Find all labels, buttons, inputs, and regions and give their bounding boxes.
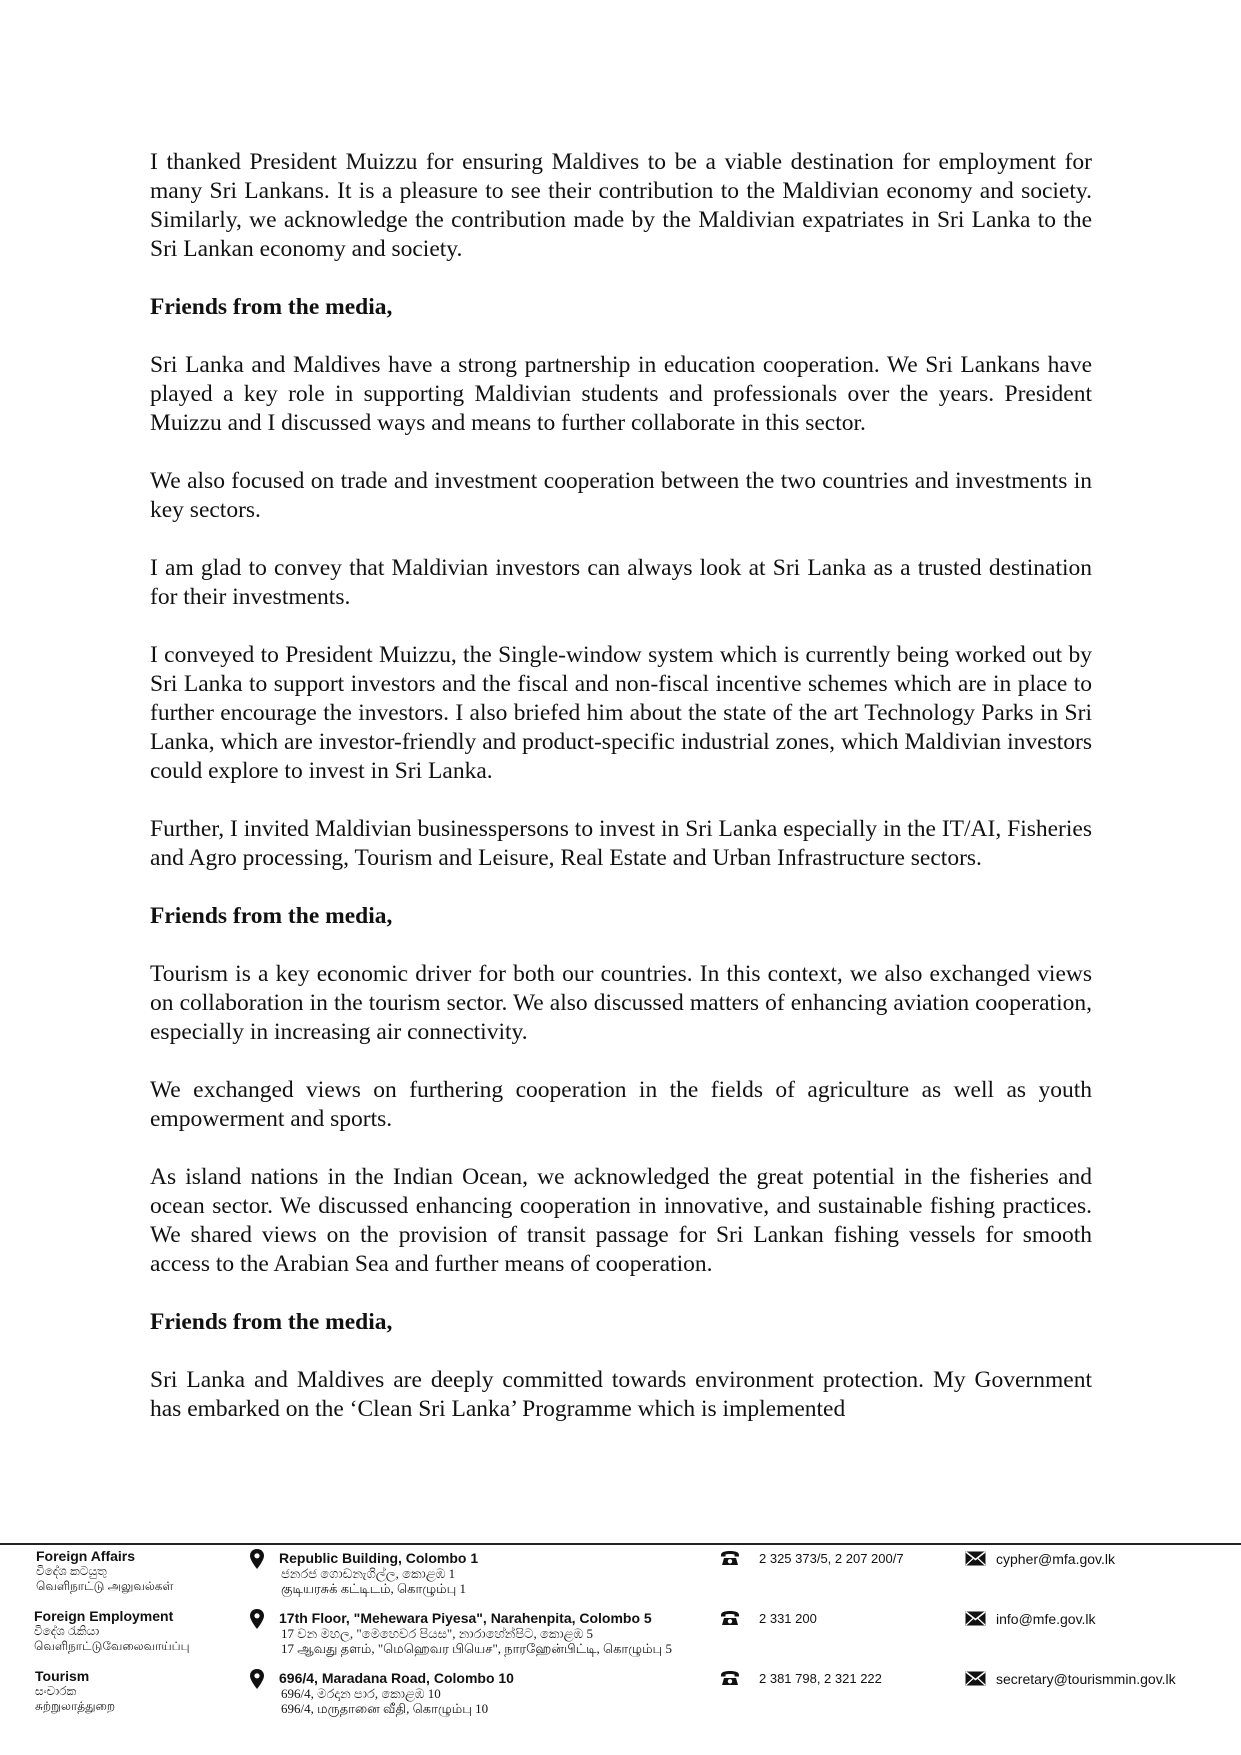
location-pin-icon: [250, 1609, 264, 1629]
address-english: Republic Building, Colombo 1: [279, 1550, 479, 1566]
telephone-icon: [720, 1550, 740, 1566]
address-english: 696/4, Maradana Road, Colombo 10: [279, 1670, 514, 1686]
envelope-icon: [965, 1671, 986, 1686]
department-name-tamil: சுற்றுலாத்துறை: [35, 1699, 116, 1713]
email-address[interactable]: info@mfe.gov.lk: [996, 1611, 1096, 1627]
address-tamil: 17 ஆவது தளம், "மெஹெவர பியெச", நாரஹேன்பிட்டி, கொழும்பு 5: [281, 1641, 672, 1656]
paragraph: Sri Lanka and Maldives have a strong partnership in education cooperation. We Sri Lankans have played a key role in supporting Maldivian students and professionals over the years. President Muizzu and I discussed ways and means to further collaborate in this sector.: [150, 352, 1092, 436]
paragraph: We exchanged views on furthering cooperation in the fields of agriculture as well as youth empowerment and sports.: [150, 1077, 1092, 1132]
department-name-english: Tourism: [35, 1668, 90, 1684]
phone-number: 2 381 798, 2 321 222: [759, 1671, 882, 1686]
department-name-tamil: வெளிநாட்டு அலுவல்கள்: [36, 1579, 174, 1593]
address-sinhala: 17 වන මහල, "මෙහෙවර පියස", නාරාහේන්පිට, කොළඹ 5: [281, 1626, 593, 1641]
paragraph: I am glad to convey that Maldivian investors can always look at Sri Lanka as a trusted destination for their investments.: [150, 555, 1092, 610]
phone-number: 2 331 200: [759, 1611, 817, 1626]
telephone-icon: [720, 1670, 740, 1686]
envelope-icon: [965, 1611, 986, 1626]
footer-row-foreign-affairs: [0, 1548, 1241, 1608]
department-name: [35, 1668, 245, 1714]
document-body: [150, 148, 1092, 1453]
email-address[interactable]: secretary@tourismmin.gov.lk: [996, 1671, 1176, 1687]
location-pin-icon: [250, 1549, 264, 1569]
footer-row-tourism: [0, 1668, 1241, 1728]
paragraph: Further, I invited Maldivian businesspersons to invest in Sri Lanka especially in the IT/AI, Fisheries and Agro processing, Tourism and Leisure, Real Estate and Urban Infrastructure sectors.: [150, 816, 1092, 871]
section-heading: Friends from the media,: [150, 1309, 393, 1335]
department-name-english: Foreign Employment: [34, 1608, 174, 1624]
section-heading: Friends from the media,: [150, 294, 393, 320]
address-tamil: குடியரசுக் கட்டிடம், கொழும்பு 1: [281, 1581, 467, 1596]
footer-row-foreign-employment: [0, 1608, 1241, 1668]
department-name-sinhala: සංචාරක: [35, 1684, 77, 1698]
department-address: [279, 1670, 709, 1716]
section-heading: Friends from the media,: [150, 903, 393, 929]
department-name-english: Foreign Affairs: [36, 1548, 136, 1564]
address-sinhala: 696/4, මරදාන පාර, කොළඹ 10: [281, 1686, 441, 1701]
department-name: [36, 1548, 246, 1594]
department-name-sinhala: විදේශ කටයුතු: [36, 1564, 107, 1578]
paragraph: I conveyed to President Muizzu, the Single-window system which is currently being worked out by Sri Lanka to support investors and the fiscal and non-fiscal incentive schemes which are in place to further encourage the investors. I also briefed him about the state of the art Technology Parks in Sri Lanka, which are investor-friendly and product-specific industrial zones, which Maldivian investors could explore to invest in Sri Lanka.: [150, 642, 1092, 784]
paragraph: Tourism is a key economic driver for both our countries. In this context, we also exchanged views on collaboration in the tourism sector. We also discussed matters of enhancing aviation cooperation, especially in increasing air connectivity.: [150, 961, 1092, 1045]
address-english: 17th Floor, "Mehewara Piyesa", Narahenpita, Colombo 5: [279, 1610, 652, 1626]
email-address[interactable]: cypher@mfa.gov.lk: [996, 1551, 1115, 1567]
department-address: [279, 1610, 709, 1656]
phone-number: 2 325 373/5, 2 207 200/7: [759, 1551, 904, 1566]
department-name: [34, 1608, 244, 1654]
footer-divider: [0, 1543, 1241, 1545]
telephone-icon: [720, 1610, 740, 1626]
paragraph: We also focused on trade and investment cooperation between the two countries and investments in key sectors.: [150, 468, 1092, 523]
department-name-sinhala: විදේශ රැකියා: [34, 1624, 100, 1638]
location-pin-icon: [250, 1669, 264, 1689]
address-sinhala: ජනරජ ගොඩනැගිල්ල, කොළඹ 1: [281, 1566, 456, 1581]
envelope-icon: [965, 1551, 986, 1566]
department-address: [279, 1550, 709, 1596]
paragraph: As island nations in the Indian Ocean, we acknowledged the great potential in the fisheries and ocean sector. We discussed enhancing cooperation in innovative, and sustainable fishing practices. We shared views on the provision of transit passage for Sri Lankan fishing vessels for smooth access to the Arabian Sea and further means of cooperation.: [150, 1164, 1092, 1277]
letterhead-footer: [0, 1548, 1241, 1755]
department-name-tamil: வெளிநாட்டுவேலைவாய்ப்பு: [34, 1639, 190, 1653]
address-tamil: 696/4, மருதானை வீதி, கொழும்பு 10: [281, 1701, 489, 1716]
paragraph: Sri Lanka and Maldives are deeply committed towards environment protection. My Government has embarked on the ‘Clean Sri Lanka’ Programme which is implemented: [150, 1367, 1092, 1422]
paragraph: I thanked President Muizzu for ensuring Maldives to be a viable destination for employment for many Sri Lankans. It is a pleasure to see their contribution to the Maldivian economy and society. Similarly, we acknowledge the contribution made by the Maldivian expatriates in Sri Lanka to the Sri Lankan economy and society.: [150, 149, 1092, 262]
